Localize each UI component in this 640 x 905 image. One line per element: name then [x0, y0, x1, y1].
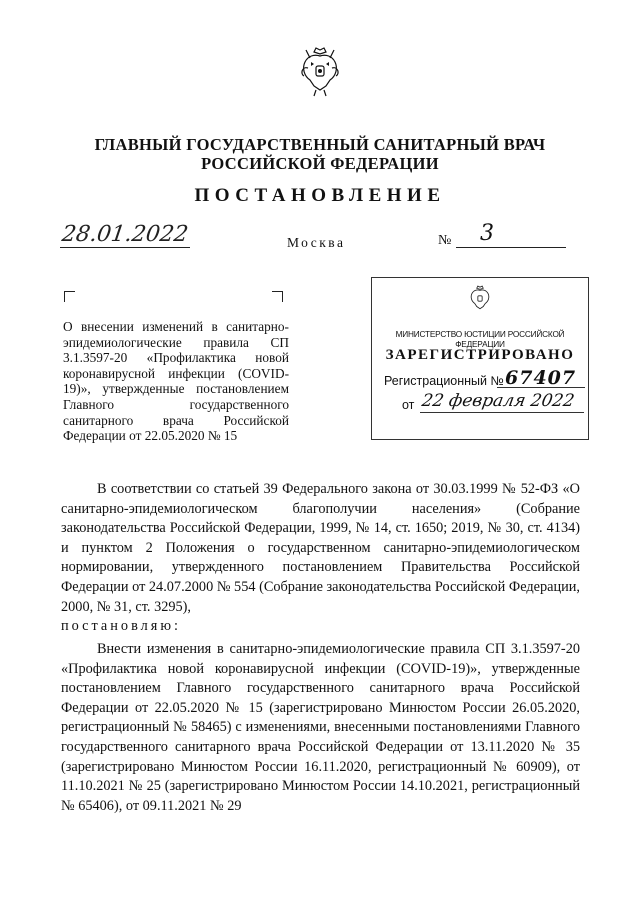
registration-stamp — [371, 277, 589, 440]
stamp-date-underline — [420, 412, 584, 413]
coat-of-arms-icon — [296, 46, 344, 98]
stamp-from-label: от — [402, 398, 415, 412]
paragraph-1-text: В соответствии со статьей 39 Федерального закона от 30.03.1999 № 52-ФЗ «О санитарно-эпидемиологическом благополучии населения» (Собрание законодательства Российской Федерации, 1999, № 14, ст. 1650; 2019, № 30, ст. 4134) и пунктом 2 Положения о государственном санитарно-эпидемиологическом нормировании, утвержденного постановлением Правительства Российской Федерации от 24.07.2000 № 554 (Собрание законодательства Российской Федерации, 2000, № 31, ст. 3295), — [61, 481, 580, 615]
stamp-reg-number-underline — [497, 387, 585, 388]
stamp-registered: ЗАРЕГИСТРИРОВАНО — [385, 347, 575, 363]
stamp-reg-number-label: Регистрационный № — [384, 374, 504, 388]
stamp-reg-number: 67407 — [505, 367, 577, 389]
body-paragraph-2: Внести изменения в санитарно-эпидемиологические правила СП 3.1.3597-20 «Профилактика новой коронавирусной инфекции (COVID-19)», утвержденные постановлением Главного государственного санитарного врача Российской Федерации от 22.05.2020 № 15 (зарегистрировано Минюстом России 26.05.2020, регистрационный № 58465) с изменениями, внесенными постановлениями Главного государственного санитарного врача Российской Федерации от 13.11.2020 № 35 (зарегистрировано Минюстом России 16.11.2020, регистрационный № 60909), от 11.10.2021 № 25 (зарегистрировано Минюстом России 14.10.2021, регистрационный № 65406), от 09.11.2021 № 29 — [61, 641, 580, 814]
resolution-word: постановляю: — [61, 618, 181, 635]
number-label: № — [438, 233, 452, 248]
date-underline — [60, 247, 190, 248]
issuer-title-line2: РОССИЙСКОЙ ФЕДЕРАЦИИ — [201, 154, 439, 173]
bracket-corner-left — [64, 291, 75, 302]
document-date: 28.01.2022 — [60, 222, 190, 247]
document-city: Москва — [287, 235, 346, 250]
issuer-title: ГЛАВНЫЙ ГОСУДАРСТВЕННЫЙ САНИТАРНЫЙ ВРАЧ — [94, 135, 546, 154]
document-type: ПОСТАНОВЛЕНИЕ — [194, 185, 446, 206]
number-underline — [456, 247, 566, 248]
stamp-reg-date: 22 февраля 2022 — [420, 391, 576, 411]
bracket-corner-right — [272, 291, 283, 302]
stamp-ministry: МИНИСТЕРСТВО ЮСТИЦИИ РОССИЙСКОЙ ФЕДЕРАЦИИ — [395, 329, 565, 349]
document-subject: О внесении изменений в санитарно-эпидемиологические правила СП 3.1.3597-20 «Профилактика новой коронавирусной инфекции (COVID-19)», утвержденные постановлением Главного государственного санитарного врача Российской Федерации от 22.05.2020 № 15 — [63, 319, 289, 444]
document-number: 3 — [480, 221, 494, 246]
coat-of-arms-icon — [467, 285, 493, 313]
body-paragraph-1 — [61, 480, 580, 637]
